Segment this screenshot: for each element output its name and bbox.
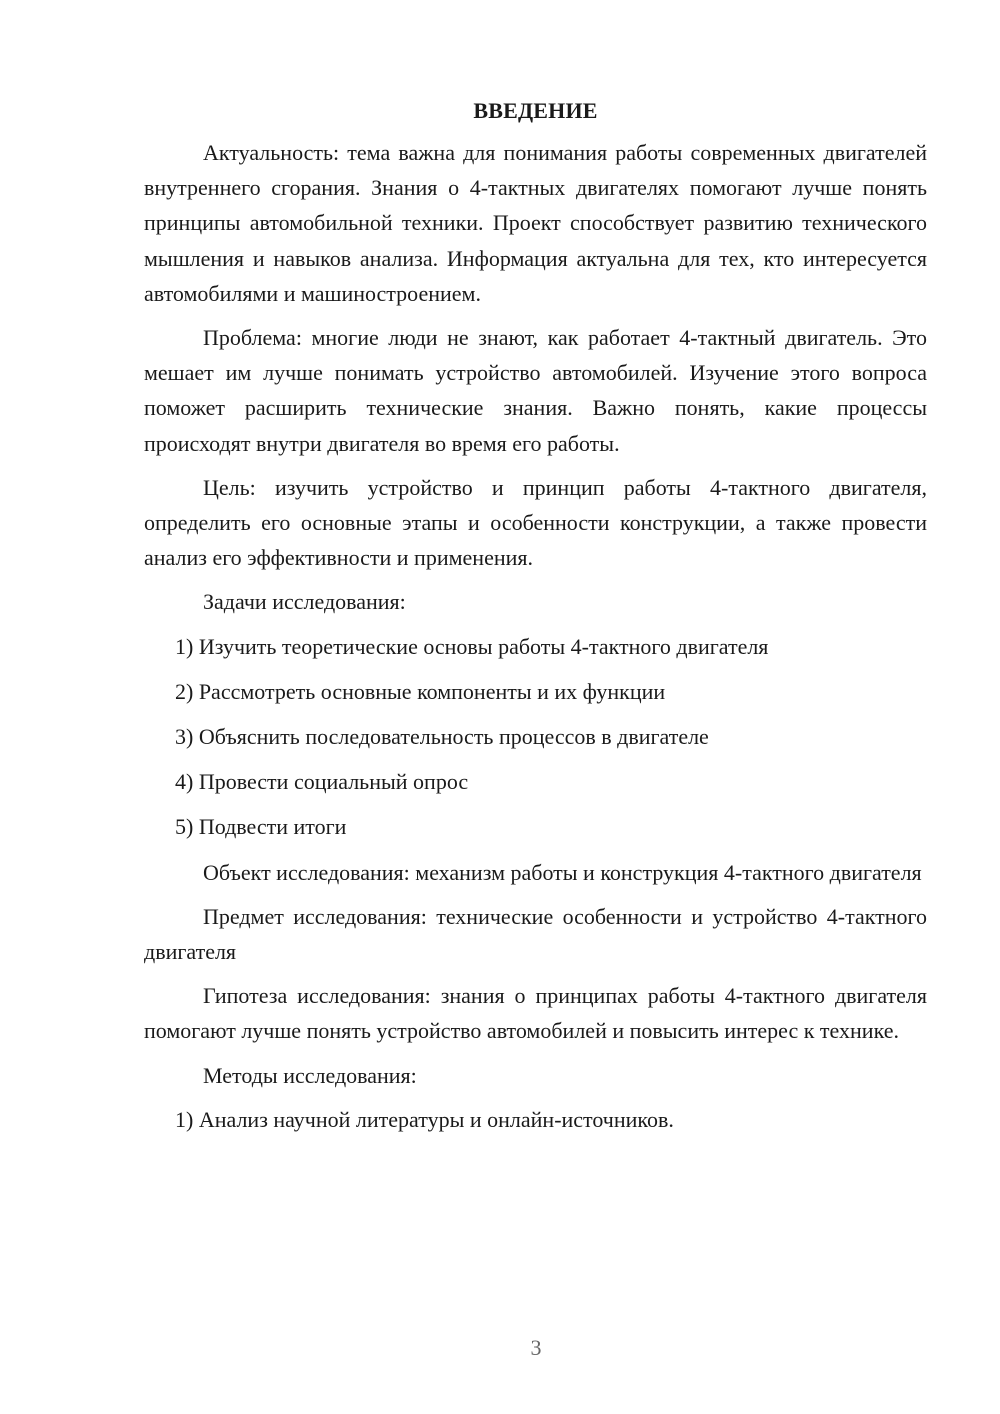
- list-item: 2) Рассмотреть основные компоненты и их функции: [175, 678, 666, 704]
- hypothesis-paragraph: Гипотеза исследования: знания о принципах работы 4-тактного двигателя помогают лучше понять устройство автомобилей и повысить интерес к технике.: [144, 983, 927, 1044]
- list-item: 1) Анализ научной литературы и онлайн-источников.: [175, 1106, 674, 1132]
- relevance-paragraph: Актуальность: тема важна для понимания работы современных двигателей внутреннего сгорания. Знания о 4-тактных двигателях помогают лучше понять принципы автомобильной техники. Проект способствует развитию технического мышления и навыков анализа. Информация актуальна для тех, кто интересуется автомобилями и машиностроением.: [144, 140, 927, 306]
- problem-paragraph: Проблема: многие люди не знают, как работает 4-тактный двигатель. Это мешает им лучше понимать устройство автомобилей. Изучение этого вопроса поможет расширить технические знания. Важно понять, какие процессы происходят внутри двигателя во время его работы.: [144, 325, 927, 456]
- list-item: 3) Объяснить последовательность процессов в двигателе: [175, 724, 709, 750]
- list-item: 4) Провести социальный опрос: [175, 769, 469, 795]
- methods-label: Методы исследования:: [203, 1062, 417, 1088]
- goal-paragraph: Цель: изучить устройство и принцип работы 4-тактного двигателя, определить его основные этапы и особенности конструкции, а также провести анализ его эффективности и применения.: [144, 474, 927, 571]
- page-content: [144, 98, 927, 1147]
- tasks-label: Задачи исследования:: [203, 589, 406, 615]
- list-item: 1) Изучить теоретические основы работы 4-тактного двигателя: [175, 633, 769, 659]
- list-item: 5) Подвести итоги: [175, 814, 347, 840]
- page-number: 3: [530, 1335, 542, 1360]
- subject-paragraph: Предмет исследования: технические особенности и устройство 4-тактного двигателя: [144, 903, 927, 965]
- methods-list: [144, 1102, 927, 1137]
- section-heading: ВВЕДЕНИЕ: [473, 98, 598, 123]
- tasks-list: [144, 629, 927, 845]
- object-paragraph: Объект исследования: механизм работы и конструкция 4-тактного двигателя: [203, 859, 922, 885]
